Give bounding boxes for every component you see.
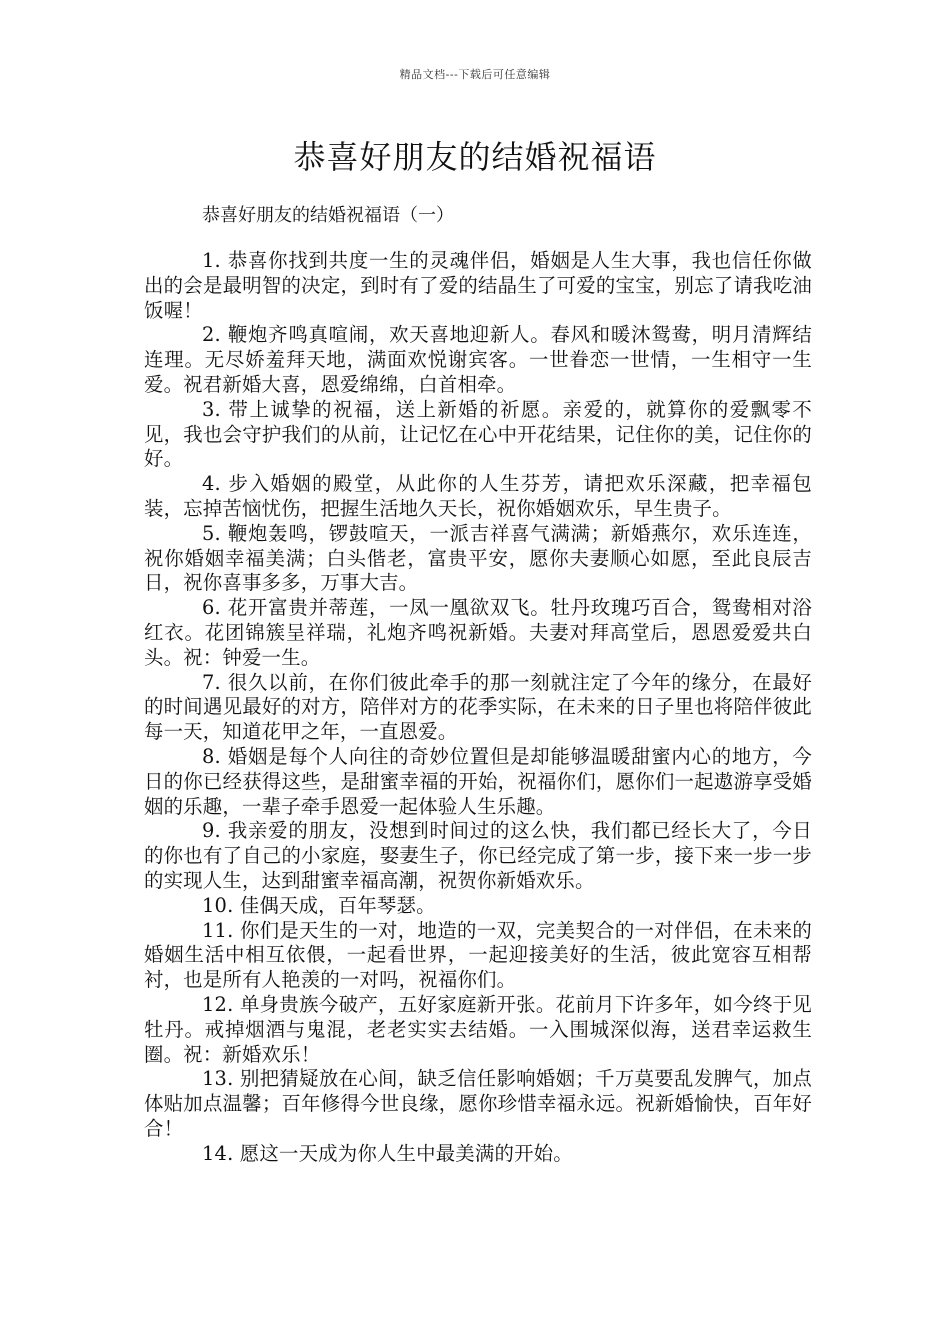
blessing-item: 10. 佳偶天成，百年琴瑟。 — [202, 893, 436, 917]
blessing-item: 8. 婚姻是每个人向往的奇妙位置但是却能够温暖甜蜜内心的地方，今日的你已经获得这些，是甜蜜幸福的开始，祝福你们，愿你们一起遨游享受婚姻的乐趣，一辈子牵手恩爱一起体验人生乐趣。 — [144, 744, 812, 818]
blessing-item: 13. 别把猜疑放在心间，缺乏信任影响婚姻；千万莫要乱发脾气，加点体贴加点温馨；百年修得今世良缘，愿你珍惜幸福永远。祝新婚愉快，百年好合！ — [144, 1067, 812, 1140]
blessing-item: 1. 恭喜你找到共度一生的灵魂伴侣，婚姻是人生大事，我也信任你做出的会是最明智的决定，到时有了爱的结晶生了可爱的宝宝，别忘了请我吃油饭喔！ — [144, 249, 812, 322]
blessing-item: 11. 你们是天生的一对，地造的一双，完美契合的一对伴侣，在未来的婚姻生活中相互依偎，一起看世界，一起迎接美好的生活，彼此宽容互相帮衬，也是所有人艳羡的一对吗，祝福你们。 — [144, 918, 812, 992]
blessing-item: 14. 愿这一天成为你人生中最美满的开始。 — [202, 1141, 573, 1165]
blessing-item: 4. 步入婚姻的殿堂，从此你的人生芬芳，请把欢乐深藏，把幸福包装，忘掉苦恼忧伤，把握生活地久天长，祝你婚姻欢乐，早生贵子。 — [144, 472, 812, 520]
blessing-item: 7. 很久以前，在你们彼此牵手的那一刻就注定了今年的缘分，在最好的时间遇见最好的对方，陪伴对方的花季实际，在未来的日子里也将陪伴彼此每一天，知道花甲之年，一直恩爱。 — [144, 670, 812, 744]
blessing-item: 12. 单身贵族今破产，五好家庭新开张。花前月下许多年，如今终于见牡丹。戒掉烟酒与鬼混，老老实实去结婚。一入围城深似海，送君幸运救生圈。祝：新婚欢乐！ — [144, 992, 812, 1066]
section-subtitle: 恭喜好朋友的结婚祝福语（一） — [202, 205, 454, 226]
blessing-list — [144, 249, 812, 1166]
blessing-item: 6. 花开富贵并蒂莲，一凤一凰欲双飞。牡丹玫瑰巧百合，鸳鸯相对浴红衣。花团锦簇呈祥瑞，礼炮齐鸣祝新婚。夫妻对拜高堂后，恩恩爱爱共白头。祝：钟爱一生。 — [144, 596, 812, 669]
blessing-item: 2. 鞭炮齐鸣真喧闹，欢天喜地迎新人。春风和暖沐鸳鸯，明月清辉结连理。无尽娇羞拜天地，满面欢悦谢宾客。一世眷恋一世情，一生相守一生爱。祝君新婚大喜，恩爱绵绵，白首相牵。 — [144, 323, 812, 396]
blessing-item: 9. 我亲爱的朋友，没想到时间过的这么快，我们都已经长大了，今日的你也有了自己的小家庭，娶妻生子，你已经完成了第一步，接下来一步一步的实现人生，达到甜蜜幸福高潮，祝贺你新婚欢乐。 — [144, 819, 812, 892]
blessing-item: 3. 带上诚挚的祝福，送上新婚的祈愿。亲爱的，就算你的爱飘零不见，我也会守护我们的从前，让记忆在心中开花结果，记住你的美，记住你的好。 — [144, 397, 812, 471]
header-note: 精品文档---下载后可任意编辑 — [399, 68, 551, 81]
document-title: 恭喜好朋友的结婚祝福语 — [293, 138, 657, 176]
blessing-item: 5. 鞭炮轰鸣，锣鼓喧天，一派吉祥喜气满满；新婚燕尔，欢乐连连，祝你婚姻幸福美满；白头偕老，富贵平安，愿你夫妻顺心如愿，至此良辰吉日，祝你喜事多多，万事大吉。 — [144, 521, 812, 595]
